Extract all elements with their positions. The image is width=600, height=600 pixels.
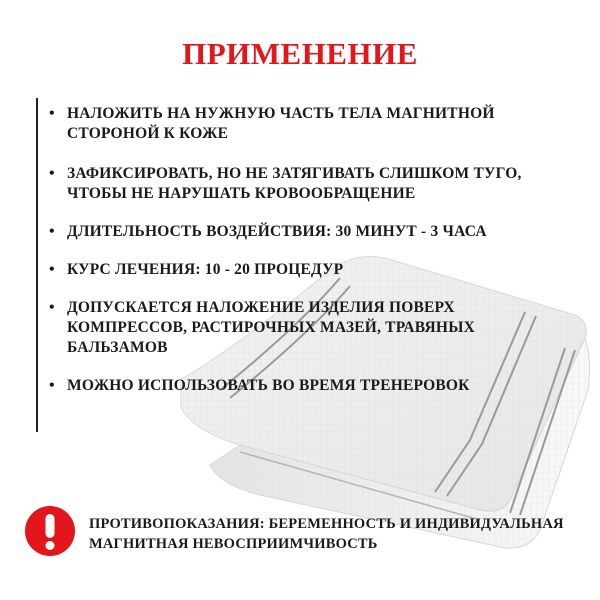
instructions-list bbox=[48, 104, 558, 396]
instruction-item: • ЗАФИКСИРОВАТЬ, НО НЕ ЗАТЯГИВАТЬ СЛИШКОМ ТУГО, ЧТОБЫ НЕ НАРУШАТЬ КРОВООБРАЩЕНИЕ bbox=[48, 164, 558, 204]
contraindications-note: ПРОТИВОПОКАЗАНИЯ: БЕРЕМЕННОСТЬ И ИНДИВИДУАЛЬНАЯ МАГНИТНАЯ НЕВОСПРИИМЧИВОСТЬ bbox=[89, 516, 564, 552]
instruction-item: • МОЖНО ИСПОЛЬЗОВАТЬ ВО ВРЕМЯ ТРЕНЕРОВОК bbox=[48, 376, 558, 396]
vertical-divider bbox=[36, 98, 38, 432]
instruction-item: • ДОПУСКАЕТСЯ НАЛОЖЕНИЕ ИЗДЕЛИЯ ПОВЕРХ КОМПРЕССОВ, РАСТИРОЧНЫХ МАЗЕЙ, ТРАВЯНЫХ БАЛЬЗАМОВ bbox=[48, 298, 558, 358]
exclamation-circle-icon bbox=[24, 505, 76, 557]
instruction-item: • ДЛИТЕЛЬНОСТЬ ВОЗДЕЙСТВИЯ: 30 МИНУТ - 3 ЧАСА bbox=[48, 222, 558, 242]
page-title: ПРИМЕНЕНИЕ bbox=[182, 36, 418, 71]
instruction-item: • НАЛОЖИТЬ НА НУЖНУЮ ЧАСТЬ ТЕЛА МАГНИТНОЙ СТОРОНОЙ К КОЖЕ bbox=[48, 104, 558, 144]
instruction-item: • КУРС ЛЕЧЕНИЯ: 10 - 20 ПРОЦЕДУР bbox=[48, 260, 558, 280]
